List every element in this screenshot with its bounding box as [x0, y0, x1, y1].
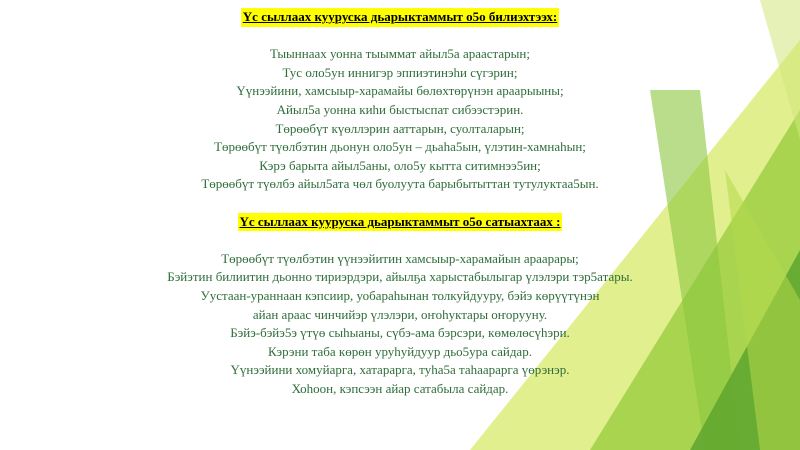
section2-line: айан араас чинчийэр үлэлэри, оҥоһуктары оҥорууну.	[252, 306, 548, 322]
section2-line: Үүнээйини хомуйарга, хатарарга, туһа5а таһаарарга үөрэнэр.	[230, 362, 570, 378]
section2-line: Уустаан-ураннаан кэпсиир, уобараһынан толкуйдууру, бэйэ көрүүтүнэн	[200, 287, 600, 303]
section1-line: Айыл5а уонна киһи быстыспат сибээстэрин.	[276, 101, 524, 117]
section1-heading-line	[80, 8, 720, 27]
section1-line: Төрөөбүт түөлбэтин дьонун оло5ун – дьаһа5ын, үлэтин-хамнаһын;	[214, 139, 586, 155]
section2-heading: Үс сыллаах кууруска дьарыктаммыт о5о сатыахтаах :	[238, 213, 563, 232]
section1-line: Кэрэ барыта айыл5аны, оло5у кытта ситимнээ5ин;	[259, 157, 541, 173]
section2-line: Бэйэтин билиитин дьонно тириэрдэри, айылҕа харыстабылыгар үлэлэри тэр5атары.	[167, 269, 633, 285]
spacer	[80, 27, 720, 46]
section2-line: Кэрэни таба көрөн уруһуйдуур дьо5ура сайдар.	[268, 343, 532, 359]
section1-line: Үүнээйини, хамсыыр-харамайы бөлөхтөрүнэн араарыыны;	[236, 83, 564, 99]
section2-line: Хоһоон, кэпсээн айар сатабыла сайдар.	[291, 380, 509, 396]
section2-line: Бэйэ-бэйэ5э үтүө сыһыаны, сүбэ-ама бэрсэри, көмөлөсүһэри.	[230, 325, 570, 341]
text-content	[80, 8, 720, 398]
section1-line: Тус оло5ун иннигэр эппиэтинэһи сүгэрин;	[282, 64, 518, 80]
spacer	[80, 194, 720, 213]
section1-heading: Үс сыллаах кууруска дьарыктаммыт о5о билиэхтээх:	[241, 8, 559, 27]
section1-line: Тыыннаах уонна тыыммат айыл5а араастарын;	[270, 46, 530, 62]
section2-line: Төрөөбүт түөлбэтин үүнээйитин хамсыыр-харамайын араарары;	[221, 250, 579, 266]
section1-line: Төрөөбүт күөллэрин ааттарын, суолталарын;	[275, 120, 525, 136]
section1-line: Төрөөбүт түөлбэ айыл5ата чөл буолуута барыбытыттан тутулуктаа5ын.	[201, 176, 599, 192]
section2-heading-line	[80, 213, 720, 232]
spacer	[80, 231, 720, 250]
